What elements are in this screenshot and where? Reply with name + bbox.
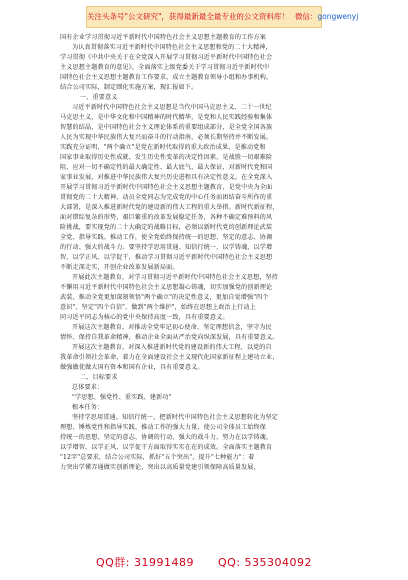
- text-line: 家事业发展、对推进中华民族伟大复兴历史进程具有决定性意义。在全党深入: [60, 174, 273, 181]
- text-line: "学思想、强党性、重实践、建新功": [72, 394, 172, 401]
- text-line: 主义思想主题教育的意见》，全面落实上级党委关于学习贯彻习近平新时代中: [60, 64, 270, 71]
- text-line: 国家事业取得历史性成就、发生历史性变革的决定性因素，是战胜一切艰难险: [60, 154, 273, 161]
- text-line: 以学增智、以学正风、以学促干方面取得实实在在的成效。全面落实主题教育: [60, 444, 273, 451]
- text-line: 二、目标要求: [80, 374, 118, 381]
- text-line: "12字"总要求，结合公司实际，抓好"五个突出"，提升"七种能力"：着: [60, 454, 255, 461]
- text-line: 习近平新时代中国特色社会主义思想是当代中国马克思主义、二十一世纪: [72, 104, 272, 111]
- text-line: 不懈用习近平新时代中国特色社会主义思想凝心铸魂，切实加强党的创新理论: [60, 284, 273, 291]
- text-line: 大部署，是深入推进新时代党的建设新的伟大工程的重大举措。新时代新征程，: [60, 204, 279, 211]
- text-line: 国特色社会主义思想主题教育工作要求，成立主题教育领导小组和办事机构，: [60, 74, 273, 81]
- text-line: 全党、指导实践、推动工作，使全党始终保持统一的思想、坚定的意志、协调: [60, 234, 273, 241]
- promo-banner[interactable]: [86, 6, 359, 28]
- text-line: 智慧的结晶，是中国特色社会主义理论体系的重要组成部分，是全党全国各族: [60, 124, 273, 131]
- text-line: 开展这次主题教育，对推动全党牢记初心使命、坚定理想信念，坚守为民: [72, 324, 272, 331]
- text-line: 结合公司实际，制定细化实施方案，现汇报如下。: [60, 84, 198, 91]
- text-line: 武装，推动全党更加深刻领悟"两个确立"的决定性意义，更加自觉增强"四个: [60, 294, 269, 301]
- text-line: 情怀、保持自我革命精神，推动企业全面从严治党向纵深发展，具有重要意义。: [60, 334, 279, 341]
- text-line: 贯彻党的二十大精神、动员全党同志为完成党的中心任务而团结奋斗所作的重: [60, 194, 273, 201]
- text-line: 开展学习贯彻习近平新时代中国特色社会主义思想主题教育，是党中央为全面: [60, 184, 273, 191]
- qq-number-text: QQ: 535304092: [218, 556, 313, 569]
- text-line: 不断走深走实，开创企业改革发展新局面。: [60, 264, 179, 271]
- text-line: 学习贯彻《中共中央关于在全党深入开展学习贯彻习近平新时代中国特色社会: [60, 54, 273, 61]
- text-line: 坚持学思用贯通、知信行统一，把新时代中国特色社会主义思想转化为坚定: [72, 414, 279, 421]
- document-body: [60, 33, 354, 473]
- text-line: 开展此次主题教育，对学习贯彻习近平新时代中国特色社会主义思想，坚持: [72, 274, 279, 281]
- banner-promo-text: 获得最新最全最专业的公文资料库！: [168, 12, 289, 21]
- contact-footer: [0, 554, 408, 570]
- banner-wechat-id[interactable]: gongwenyj: [317, 12, 359, 21]
- text-line: 力突出学懂弄通做实创新理论，突出以高质量党建引领保障高质量发展，: [60, 464, 260, 471]
- text-line: 持统一的思想、坚定的意志、协调的行动、强大的战斗力，努力在以学铸魂、: [60, 434, 273, 441]
- document-title: 国有企业学习贯彻习近平新时代中国特色社会主义思想主题教育的工作方案: [60, 34, 267, 41]
- text-line: 为认真贯彻落实习近平新时代中国特色社会主义思想和党的二十大精神，: [72, 44, 272, 51]
- text-line: 的行动、强大的战斗力。要坚持学思用贯通、知信行统一，以学铸魂、以学增: [60, 244, 273, 251]
- banner-follow-text: 关注头条号"公文研究"，: [87, 12, 169, 21]
- text-line: 意识"、坚定"四个自信"、做到"两个维护"，始终在思想上政治上行动上: [60, 304, 256, 311]
- text-line: 同习近平同志为核心的党中央保持高度一致，具有重要意义。: [60, 314, 229, 321]
- text-line: 根本任务：: [72, 404, 104, 411]
- text-line: 实践充分证明，"两个确立"是党在新时代取得的重大政治成果，是推动党和: [60, 144, 266, 151]
- banner-wechat-label: 微信：: [294, 12, 318, 21]
- text-line: 马克思主义，是中华文化和中国精神的时代精华，是党和人民实践经验和集体: [60, 114, 273, 121]
- text-line: 智、以学正风、以学促干，推动学习贯彻习近平新时代中国特色社会主义思想: [60, 254, 273, 261]
- text-line: 险挑战，要实现党的二十大确定的战略目标，必须以新时代党的创新理论武装: [60, 224, 273, 231]
- text-line: 做强做优做大国有资本和国有企业，具有重要意义。: [60, 364, 204, 371]
- text-line: 阻、应对一切不确定性的最大确定性、最大底气、最大保证，对新时代党和国: [60, 164, 273, 171]
- text-line: 开展这次主题教育，对深入推进新时代党的建设新的伟大工程，以党的自: [72, 344, 272, 351]
- text-line: 理想、锤炼党性和指导实践、推动工作的强大力量，使公司全体员工始终保: [60, 424, 267, 431]
- qq-group-text: QQ群: 31991489: [95, 556, 194, 569]
- text-line: 一、重要意义: [80, 94, 118, 101]
- text-line: 人民为实现中华民族伟大复兴而奋斗的行动指南，必须长期坚持并不断发展。: [60, 134, 273, 141]
- text-line: 总体要求：: [72, 384, 104, 391]
- text-line: 我革命引领社会革命，着力在全面建设社会主义现代化国家新征程上建功立业，: [60, 354, 279, 361]
- text-line: 面对错综复杂的形势，艰巨繁重的改革发展稳定任务，各种不确定难预料的风: [60, 214, 273, 221]
